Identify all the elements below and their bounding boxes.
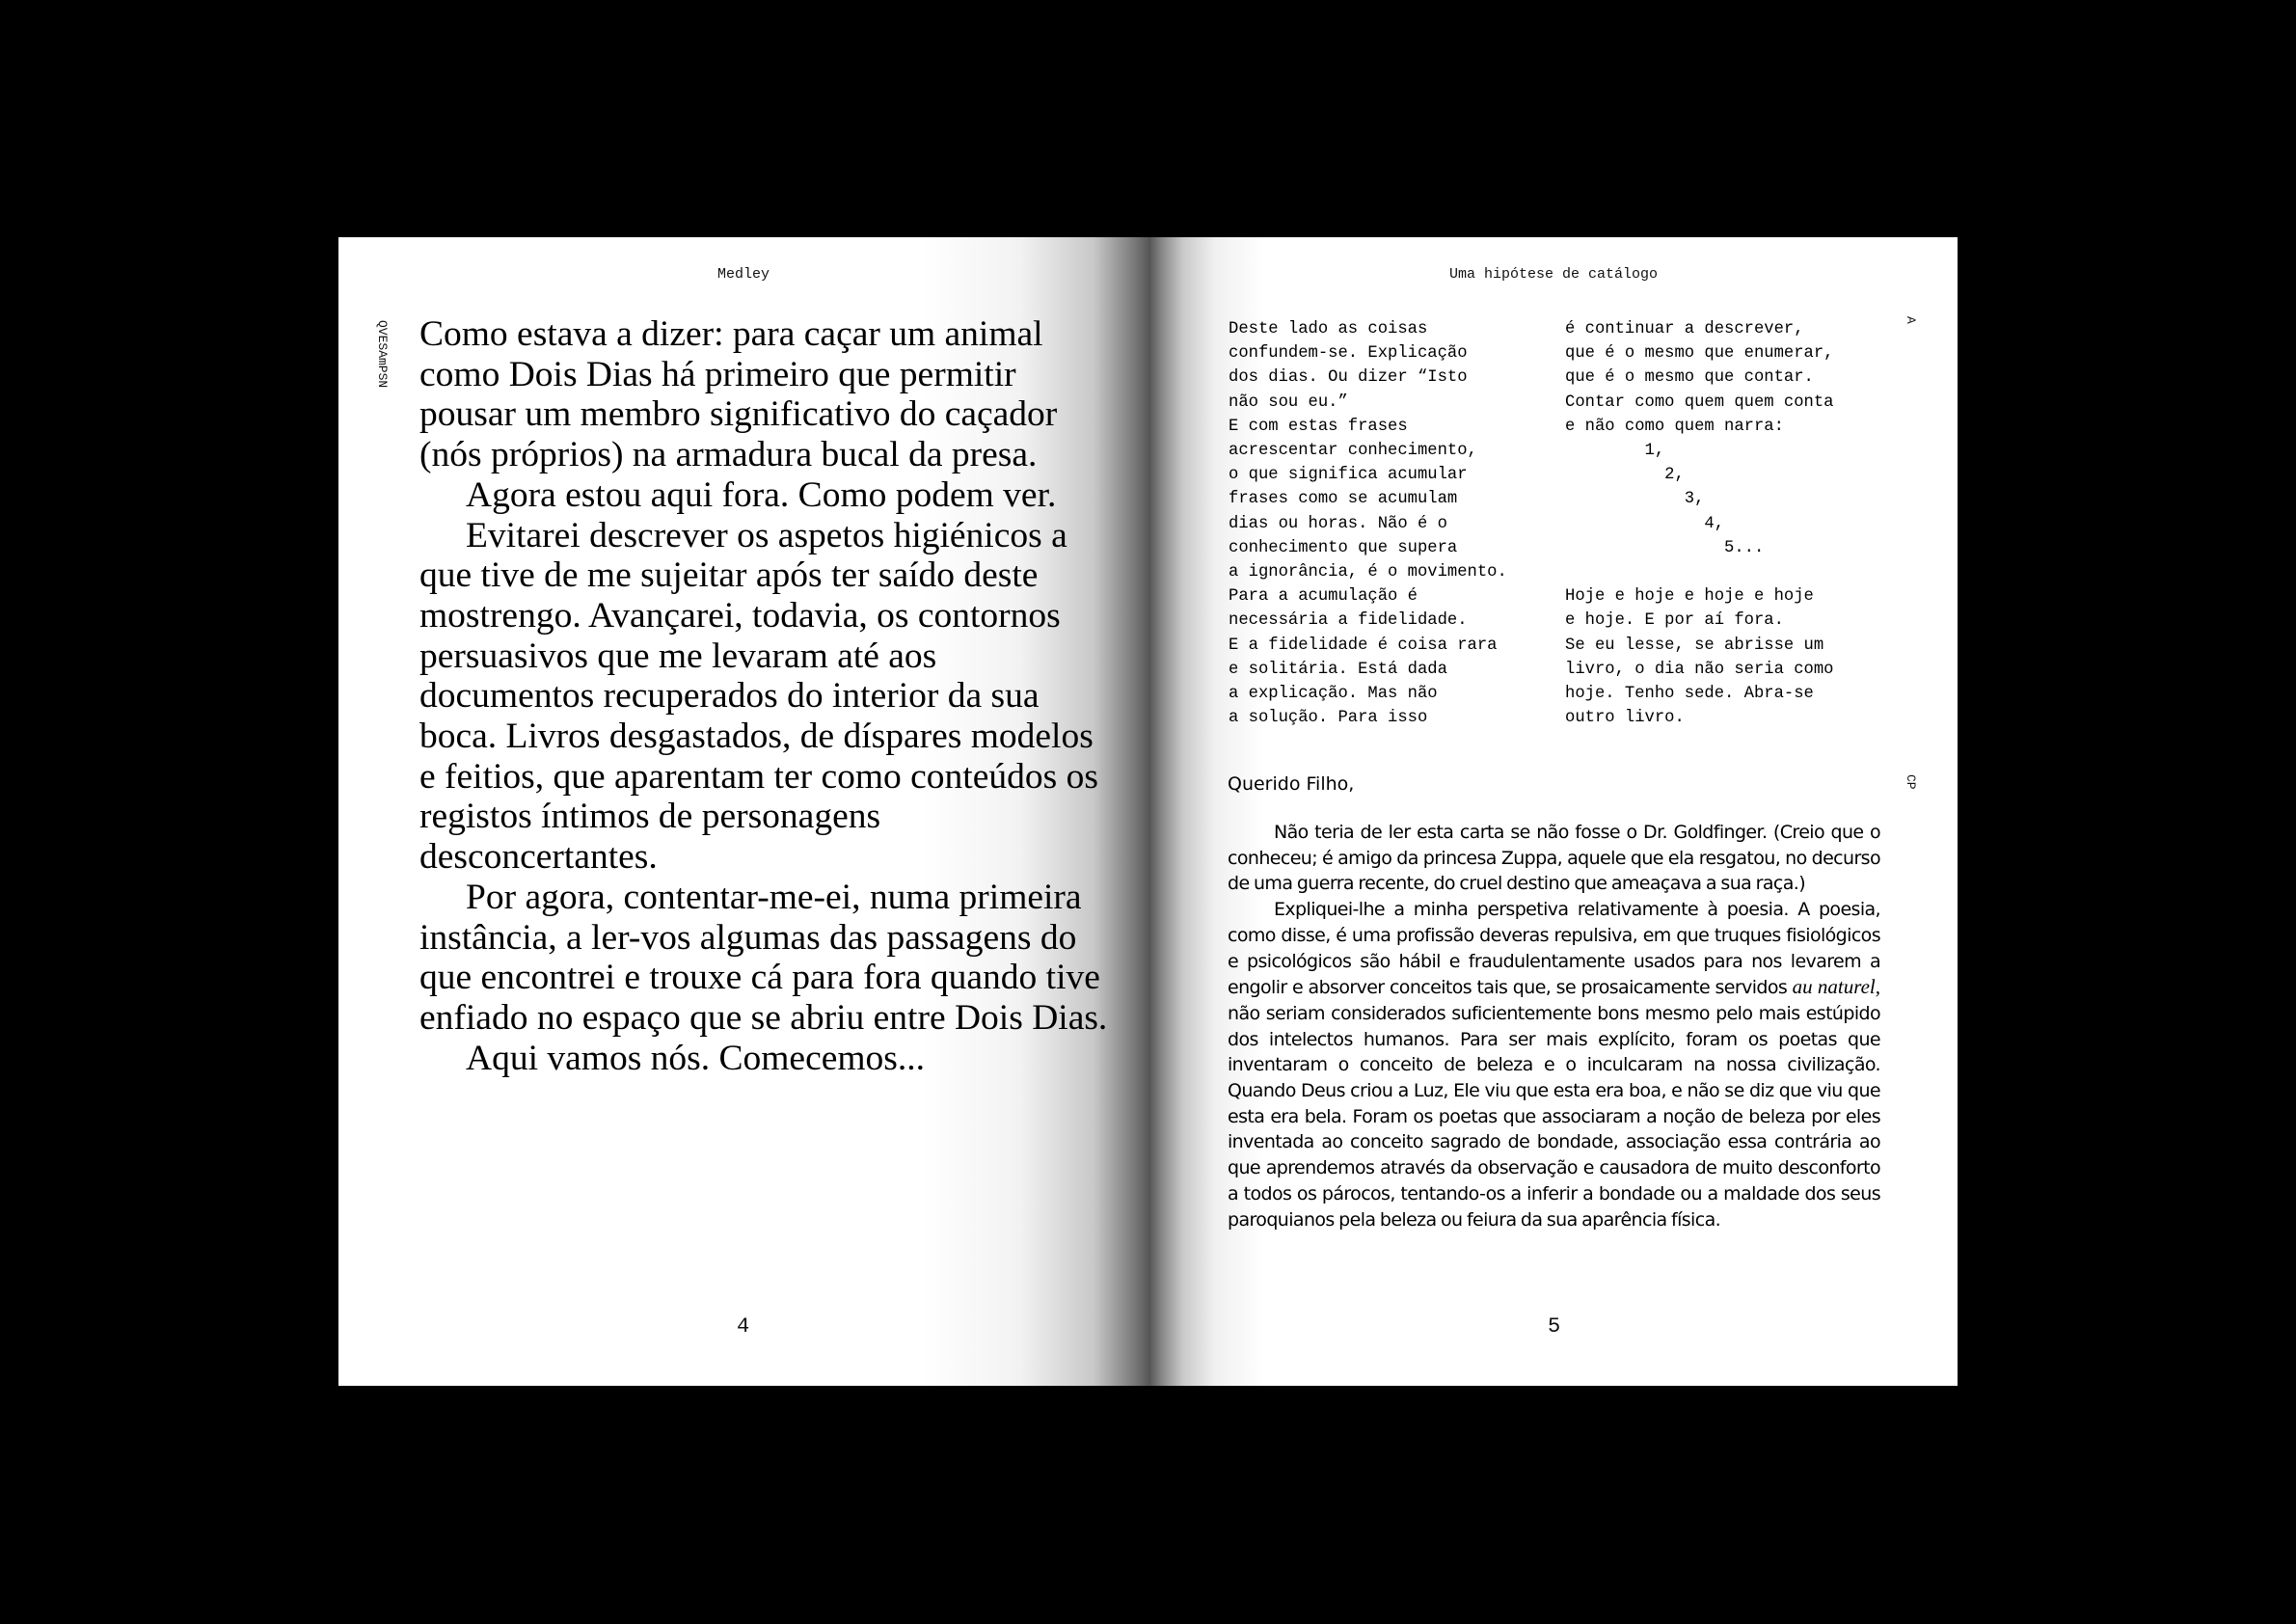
side-code-right-top: A <box>1904 316 1918 324</box>
poem-column-right: é continuar a descrever, que é o mesmo que enumerar, que é o mesmo que contar. Contar como quem quem conta e não como quem narra: 1, 2, 3, 4, 5... Hoje e hoje e hoje e hoje e hoje. E por aí fora. Se eu lesse, se abrisse um livro, o dia não seria como hoje. Tenho sede. Abra-se outro livro. <box>1565 320 1834 728</box>
left-page <box>338 237 1150 1386</box>
paragraph: Agora estou aqui fora. Como podem ver. <box>466 474 1057 515</box>
paragraph: Evitarei descrever os aspetos higiénicos a que tive de me sujeitar após ter saído deste mostrengo. Avançarei, todavia, os contornos persuasivos que me levaram até aos documentos recuperados do interior da sua boca. Livros desgastados, de díspares modelos e feitios, que aparentam ter como conteúdos os registos íntimos de personagens desconcertantes. <box>419 515 1098 878</box>
letter-paragraph <box>1228 897 1880 1232</box>
running-head-right: Uma hipótese de catálogo <box>1449 266 1659 283</box>
letter-salutation: Querido Filho, <box>1228 773 1355 795</box>
running-head-left: Medley <box>717 266 770 283</box>
paragraph: Aqui vamos nós. Comecemos... <box>466 1038 926 1078</box>
letter-text: Expliquei-lhe a minha perspetiva relativamente à poesia. A poesia, como disse, é uma profissão deveras repulsiva, em que truques fisiológicos e psicológicos são hábil e fraudulentamente usados para nos levarem a engolir e absorver conceitos tais que, se prosaicamente servidos <box>1228 899 1880 999</box>
side-code-left: QVESAmPSN <box>375 320 390 389</box>
page-number-right: 5 <box>1548 1314 1561 1339</box>
letter-italic-phrase: au naturel, <box>1792 975 1880 999</box>
poem-column-left: Deste lado as coisas confundem-se. Explicação dos dias. Ou dizer “Isto não sou eu.” E com estas frases acrescentar conhecimento, o que significa acumular frases como se acumulam dias ou horas. Não é o conhecimento que supera a ignorância, é o movimento. Para a acumulação é necessária a fidelidade. E a fidelidade é coisa rara e solitária. Está dada a explicação. Mas não a solução. Para isso <box>1229 320 1507 728</box>
right-page <box>1150 237 1958 1386</box>
paragraph: Por agora, contentar-me-ei, numa primeira instância, a ler-vos algumas das passagens do que encontrei e trouxe cá para fora quando tive enfiado no espaço que se abriu entre Dois Dias. <box>419 877 1108 1038</box>
paragraph: Como estava a dizer: para caçar um animal como Dois Dias há primeiro que permitir pousar um membro significativo do caçador (nós próprios) na armadura bucal da presa. <box>419 314 1058 475</box>
side-code-right-middle: CP <box>1904 774 1918 790</box>
page-number-left: 4 <box>737 1314 750 1339</box>
letter-paragraph: Não teria de ler esta carta se não fosse o Dr. Goldfinger. (Creio que o conheceu; é amigo da princesa Zuppa, aquele que ela resgatou, no decurso de uma guerra recente, do cruel destino que ameaçava a sua raça.) <box>1228 822 1880 895</box>
letter-text: não seriam considerados suficientemente bons mesmo pelo mais estúpido dos intelectos humanos. Para ser mais explícito, foram os poetas que inventaram o conceito de beleza e o inculcaram na nossa civilização. Quando Deus criou a Luz, Ele viu que esta era boa, e não se diz que viu que esta era bela. Foram os poetas que associaram a noção de beleza por eles inventada ao conceito sagrado de bondade, associação essa contrária ao que aprendemos através da observação e causadora de muito desconforto a todos os párocos, tentando-os a inferir a bondade ou a maldade dos seus paroquianos pela beleza ou feiura da sua aparência física. <box>1228 1002 1880 1231</box>
letter-body <box>1228 820 1880 1232</box>
left-page-body-text <box>419 314 1114 1078</box>
